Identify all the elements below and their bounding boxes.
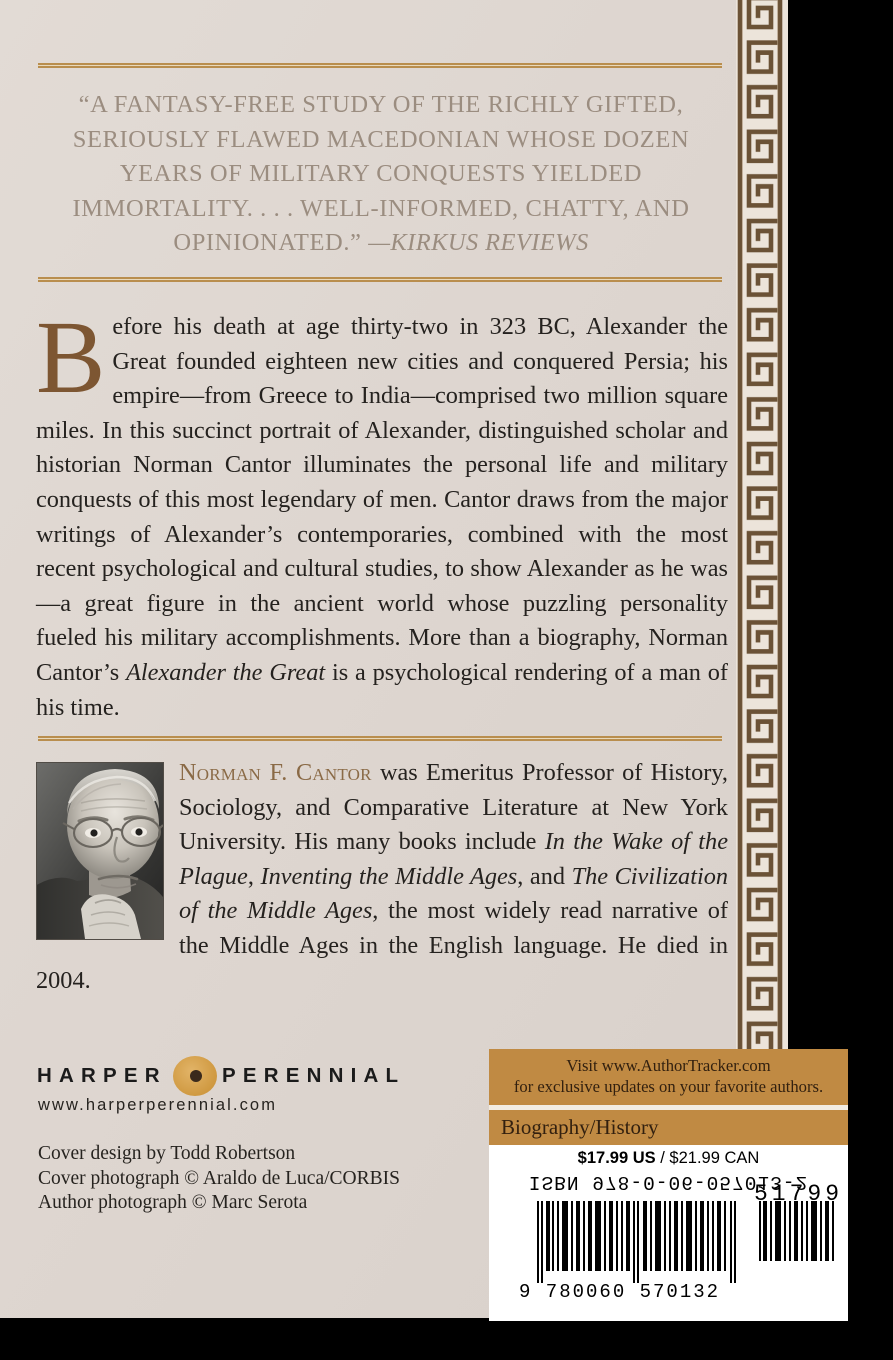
description-part-2: is a psychological rendering of a man of his time. [36, 658, 729, 721]
description-book-title: Alexander the Great [126, 658, 326, 686]
credit-line-2: Cover photograph © Araldo de Luca/CORBIS [38, 1167, 400, 1189]
ean5-addon-barcode [757, 1201, 837, 1261]
logo-perennial-text: PERENNIAL [222, 1064, 406, 1087]
author-name: Norman F. Cantor [179, 759, 372, 786]
isbn-text: ISBN 978-0-06-057013-2 [528, 1171, 809, 1193]
cover-credits [38, 1142, 468, 1216]
publisher-logo [37, 1056, 437, 1100]
drop-cap-letter: B [36, 300, 106, 415]
ean-digits: 9 780060 570132 [519, 1281, 721, 1303]
category-label: Biography/History [489, 1110, 848, 1145]
bio-book-3: The Civilization of the Middle Ages [179, 862, 728, 925]
description-part-1: efore his death at age thirty-two in 323 BC, Alexander the Great founded eighteen new cities and conquered Persia; his empire—from Greece to India—comprised two million square miles. In this succinct portrait of Alexander, distinguished scholar and historian Norman Cantor illuminates the personal life and military conquests of this most legendary of men. Cantor draws from the major writings of Alexander’s contemporaries, combined with the most recent psychological and cultural studies, to show Alexander as he was—a great figure in the ancient world whose puzzling personality fueled his military accomplishments. More than a biography, Norman Cantor’s [36, 313, 728, 686]
author-biography [36, 756, 728, 998]
bio-sep-2: , and [517, 862, 572, 890]
divider-rule-above-bio [38, 736, 722, 742]
divider-rule-below-quote [38, 277, 722, 283]
publisher-website[interactable]: www.harperperennial.com [38, 1096, 278, 1114]
bio-part-2: , the most widely read narrative of the Middle Ages in the English language. He died in 2004. [36, 897, 728, 994]
author-photo [36, 762, 164, 940]
divider-rule-top [38, 63, 722, 69]
bio-sep-1: , [247, 862, 261, 890]
authortracker-line-1: Visit www.AuthorTracker.com [566, 1056, 771, 1075]
authortracker-line-2: for exclusive updates on your favorite authors. [513, 1077, 824, 1096]
price-us: $17.99 US [577, 1149, 656, 1167]
review-quote [34, 88, 728, 261]
addon-digits: 51799 [753, 1181, 843, 1207]
review-quote-text: “A FANTASY-FREE STUDY OF THE RICHLY GIFTED, SERIOUSLY FLAWED MACEDONIAN WHOSE DOZEN YEARS OF MILITARY CONQUESTS YIELDED IMMORTALITY. . . . WELL-INFORMED, CHATTY, AND OPINIONATED.” [72, 91, 690, 256]
logo-ellipse-mark [173, 1056, 217, 1096]
review-quote-source: —KIRKUS REVIEWS [368, 229, 589, 256]
authortracker-panel [489, 1049, 848, 1105]
barcode-white-area [489, 1145, 848, 1321]
price-separator: / [655, 1149, 670, 1167]
bio-part-1: was Emeritus Professor of History, Sociology, and Comparative Literature at New York University. His many books include [179, 759, 728, 856]
price-line [489, 1149, 848, 1168]
book-description [36, 300, 729, 725]
logo-harper-text: HARPER [37, 1064, 167, 1087]
bio-book-2: Inventing the Middle Ages [260, 862, 518, 890]
credit-line-3: Author photograph © Marc Serota [38, 1192, 308, 1213]
barcode-block [489, 1049, 848, 1321]
logo-dot-icon [190, 1070, 202, 1082]
price-can: $21.99 CAN [669, 1149, 760, 1167]
credit-line-1: Cover design by Todd Robertson [38, 1143, 296, 1164]
ean13-barcode [535, 1201, 740, 1283]
bio-book-1: In the Wake of the Plague [179, 828, 728, 890]
